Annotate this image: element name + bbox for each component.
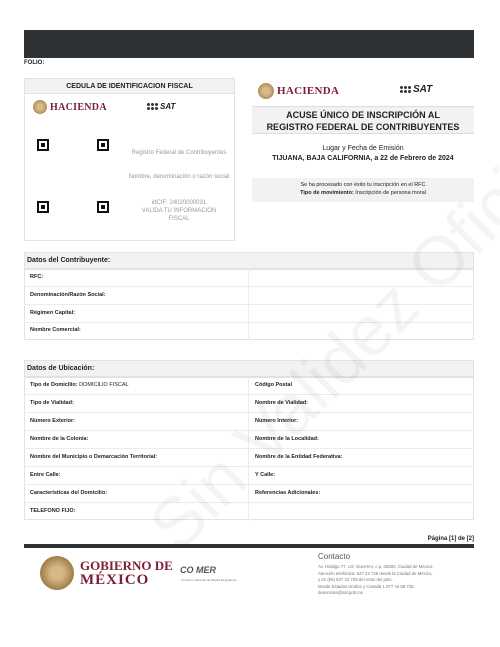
cedula-logo-row [25, 94, 234, 124]
hacienda-logo: HACIENDA [258, 83, 339, 99]
lugar-fecha: Lugar y Fecha de Emisión TIJUANA, BAJA CALIFORNIA, a 22 de Febrero de 2024 [272, 145, 454, 162]
field-label: Número Interior: [255, 418, 299, 424]
field-label: Nombre de la Colonia: [30, 436, 89, 442]
field-label: Número Exterior: [30, 418, 75, 424]
field-label: Nombre de la Entidad Federativa: [255, 454, 343, 460]
cedula-card [24, 78, 235, 241]
page-number: Página [1] de [2] [427, 536, 474, 542]
processed-notice: Se ha procesado con éxito tu inscripción en el RFC Tipo de movimiento: Inscripción de persona moral [252, 178, 474, 202]
contact-line: Atención telefónica: 627 22 728 desde la Ciudad de México, [318, 570, 433, 576]
contact-title: Contacto [318, 552, 351, 561]
field-label: Tipo de Vialidad: [30, 400, 74, 406]
table-row: Régimen Capital: [24, 305, 474, 323]
qr-marker-icon [37, 201, 49, 213]
table-row: Nombre Comercial: [24, 322, 474, 340]
conamer-logo: CO MER [180, 565, 216, 575]
table-row [24, 413, 474, 431]
rfc-caption: Registro Federal de Contribuyentes [131, 150, 227, 156]
field-label: TELEFONO FIJO: [30, 508, 76, 514]
contact-line: Desde Estados Unidos y Canadá 1 877 44 88 728. [318, 583, 415, 589]
contact-email[interactable]: denuncias@sat.gob.mx [318, 590, 363, 595]
field-label: Nombre de la Localidad: [255, 436, 319, 442]
qr-marker-icon [97, 139, 109, 151]
eagle-emblem-icon [40, 556, 74, 590]
top-bar [24, 30, 474, 58]
gobierno-mexico-logo: GOBIERNO DE MÉXICO [40, 556, 173, 590]
qr-marker-icon [37, 139, 49, 151]
field-label: Tipo de Domicilio: [30, 382, 78, 388]
contact-block [318, 552, 478, 597]
field-label: Referencias Adicionales: [255, 490, 321, 496]
eagle-emblem-icon [258, 83, 274, 99]
table-row: RFC: [24, 269, 474, 287]
field-label: Entre Calle: [30, 472, 61, 478]
table-row [24, 377, 474, 395]
table-row: Denominación/Razón Social: [24, 287, 474, 305]
table-row [24, 485, 474, 503]
table-row [24, 449, 474, 467]
folio-label: FOLIO: [24, 60, 45, 66]
idcif-caption: idCIF: 24020000031 VALIDA TU INFORMACIÓN FISCAL [141, 200, 217, 222]
contact-line: y 01 (55) 627 22 728 del resto del país. [318, 577, 393, 582]
field-label: Y Calle: [255, 472, 276, 478]
qr-code-icon [97, 201, 109, 213]
ubicacion-section-title: Datos de Ubicación: [24, 360, 474, 377]
sat-dots-icon [147, 103, 158, 110]
footer-bar [24, 544, 474, 548]
table-row [24, 503, 474, 521]
contribuyente-section-title: Datos del Contribuyente: [24, 252, 474, 269]
hacienda-logo: HACIENDA [33, 100, 107, 114]
sat-dots-icon [400, 86, 411, 93]
eagle-emblem-icon [33, 100, 47, 114]
sat-logo: SAT [147, 102, 175, 111]
field-value: DOMICILIO FISCAL [79, 382, 129, 388]
field-label: Código Postal [255, 382, 292, 388]
conamer-caption: Comisión Nacional de Mejora Regulatoria [181, 578, 237, 582]
field-label: Características del Domicilio: [30, 490, 108, 496]
table-row [24, 467, 474, 485]
sat-logo: SAT [400, 84, 432, 95]
field-label: Nombre de Vialidad: [255, 400, 309, 406]
contact-line: Av. Hidalgo 77, col. Guerrero, c.p. 06300, Ciudad de México. [318, 564, 434, 569]
field-label: Nombre del Municipio o Demarcación Territorial: [30, 454, 158, 460]
cedula-title: CEDULA DE IDENTIFICACION FISCAL [25, 79, 234, 94]
nombre-caption: Nombre, denominación o razón social [128, 174, 230, 180]
table-row [24, 431, 474, 449]
acuse-title: ACUSE ÚNICO DE INSCRIPCIÓN AL REGISTRO FEDERAL DE CONTRIBUYENTES [252, 106, 474, 134]
table-row [24, 395, 474, 413]
